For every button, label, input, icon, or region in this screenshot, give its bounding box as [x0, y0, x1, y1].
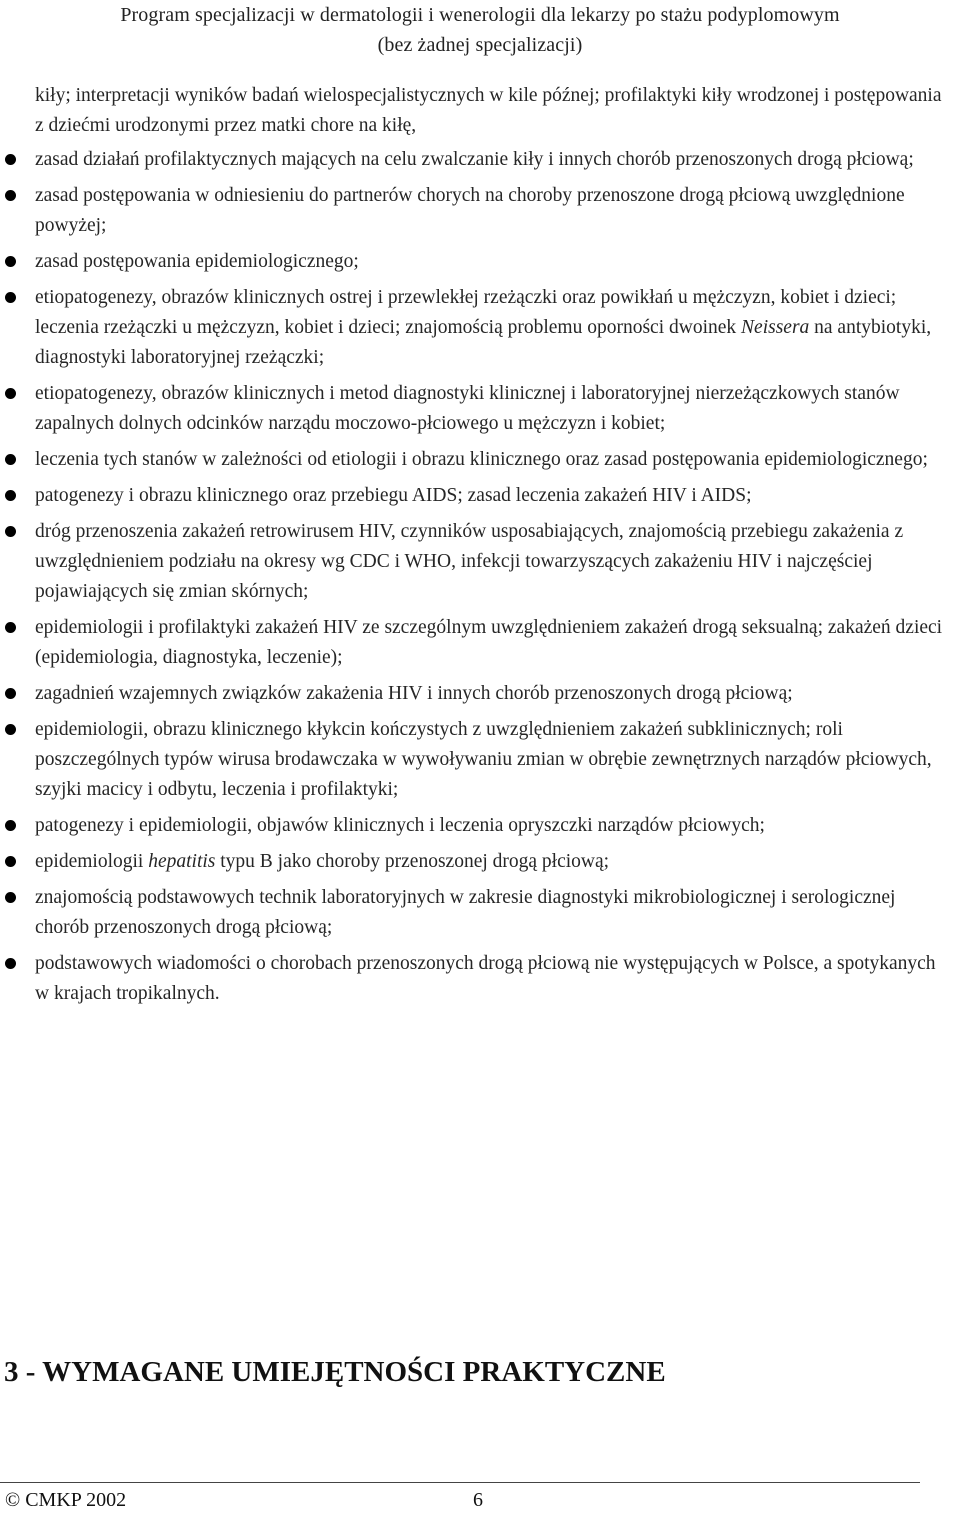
list-item: [0, 283, 960, 373]
list-item: [0, 613, 960, 673]
footer-copyright: © CMKP 2002: [5, 1489, 127, 1511]
list-item-text: epidemiologii, obrazu klinicznego kłykcin kończystych z uwzględnieniem zakażeń subklinicznych; roli poszczególnych typów wirusa brodawczaka w wywoływaniu zmian w obrębie zewnętrznych narządów płciowych, szyjki macicy i odbytu, leczenia i profilaktyki;: [35, 719, 932, 800]
list-item-text: zasad postępowania epidemiologicznego;: [35, 251, 359, 272]
continuation-paragraph: kiły; interpretacji wyników badań wielospecjalistycznych w kile późnej; profilaktyki kiły wrodzonej i postępowania z dziećmi urodzonymi przez matki chore na kiłę,: [35, 85, 942, 136]
list-item: [0, 715, 960, 805]
bullet-icon: [5, 292, 16, 303]
bullet-icon: [5, 526, 16, 537]
bullet-icon: [5, 820, 16, 831]
list-item-text: leczenia tych stanów w zależności od etiologii i obrazu klinicznego oraz zasad postępowania epidemiologicznego;: [35, 449, 928, 470]
list-item-text: patogenezy i epidemiologii, objawów klinicznych i leczenia opryszczki narządów płciowych;: [35, 815, 765, 836]
list-item: [0, 481, 960, 511]
list-item: [0, 811, 960, 841]
bullet-icon: [5, 190, 16, 201]
bullet-icon: [5, 856, 16, 867]
list-item-text: patogenezy i obrazu klinicznego oraz przebiegu AIDS; zasad leczenia zakażeń HIV i AIDS;: [35, 485, 752, 506]
bullet-icon: [5, 892, 16, 903]
bullet-icon: [5, 256, 16, 267]
bullet-icon: [5, 454, 16, 465]
list-item-text: zasad postępowania w odniesieniu do partnerów chorych na choroby przenoszone drogą płciową uwzględnione powyżej;: [35, 185, 905, 236]
list-item: [0, 247, 960, 277]
list-item-text: podstawowych wiadomości o chorobach przenoszonych drogą płciową nie występujących w Polsce, a spotykanych w krajach tropikalnych.: [35, 953, 936, 1004]
italic-term: Neissera: [741, 317, 810, 338]
page-header: [0, 0, 960, 60]
italic-term: hepatitis: [148, 851, 216, 872]
list-item-text-end: na antybiotyki, diagnostyki laboratoryjnej rzeżączki;: [35, 317, 932, 368]
list-item-text: dróg przenoszenia zakażeń retrowirusem HIV, czynników usposabiających, znajomością przebiegu zakażenia z uwzględnieniem podziału na okresy wg CDC i WHO, infekcji towarzyszących zakażeniu HIV i najczęściej pojawiających się zmian skórnych;: [35, 521, 904, 602]
bullet-icon: [5, 154, 16, 165]
list-item-text: zasad działań profilaktycznych mających na celu zwalczanie kiły i innych chorób przenoszonych drogą płciową;: [35, 149, 914, 170]
section-heading: 3 - WYMAGANE UMIEJĘTNOŚCI PRAKTYCZNE: [4, 1356, 666, 1388]
list-item: [0, 949, 960, 1009]
bullet-icon: [5, 490, 16, 501]
page-number: 6: [473, 1489, 483, 1511]
list-item-text-start: epidemiologii: [35, 851, 149, 872]
bullet-icon: [5, 688, 16, 699]
header-subtitle: (bez żadnej specjalizacji): [377, 34, 583, 56]
list-item: [0, 181, 960, 241]
bullet-icon: [5, 622, 16, 633]
list-item: [0, 145, 960, 175]
list-item: [0, 445, 960, 475]
header-title: Program specjalizacji w dermatologii i wenerologii dla lekarzy po stażu podyplomowym: [120, 4, 840, 26]
list-item-text: zagadnień wzajemnych związków zakażenia HIV i innych chorób przenoszonych drogą płciową;: [35, 683, 793, 704]
footer-divider: [0, 1482, 920, 1483]
bullet-icon: [5, 388, 16, 399]
list-item-text: etiopatogenezy, obrazów klinicznych i metod diagnostyki klinicznej i laboratoryjnej nierzeżączkowych stanów zapalnych dolnych odcinków narządu moczowo-płciowego u mężczyzn i kobiet;: [35, 383, 900, 434]
bullet-icon: [5, 958, 16, 969]
list-item-text: znajomością podstawowych technik laboratoryjnych w zakresie diagnostyki mikrobiologicznej i serologicznej chorób przenoszonych drogą płciową;: [35, 887, 896, 938]
list-item-text-start: etiopatogenezy, obrazów klinicznych ostrej i przewlekłej rzeżączki oraz powikłań u mężczyzn, kobiet i dzieci; leczenia rzeżączki u mężczyzn, kobiet i dzieci; znajomością problemu oporności dwoinek: [35, 287, 897, 338]
bullet-icon: [5, 724, 16, 735]
list-item: [0, 847, 960, 877]
list-item: [0, 379, 960, 439]
bullet-list: [0, 145, 960, 1015]
list-item: [0, 679, 960, 709]
list-item-text-end: typu B jako choroby przenoszonej drogą płciową;: [215, 851, 610, 872]
list-item: [0, 517, 960, 607]
list-item: [0, 883, 960, 943]
list-item-text: epidemiologii i profilaktyki zakażeń HIV ze szczególnym uwzględnieniem zakażeń drogą seksualną; zakażeń dzieci (epidemiologia, diagnostyka, leczenie);: [35, 617, 943, 668]
